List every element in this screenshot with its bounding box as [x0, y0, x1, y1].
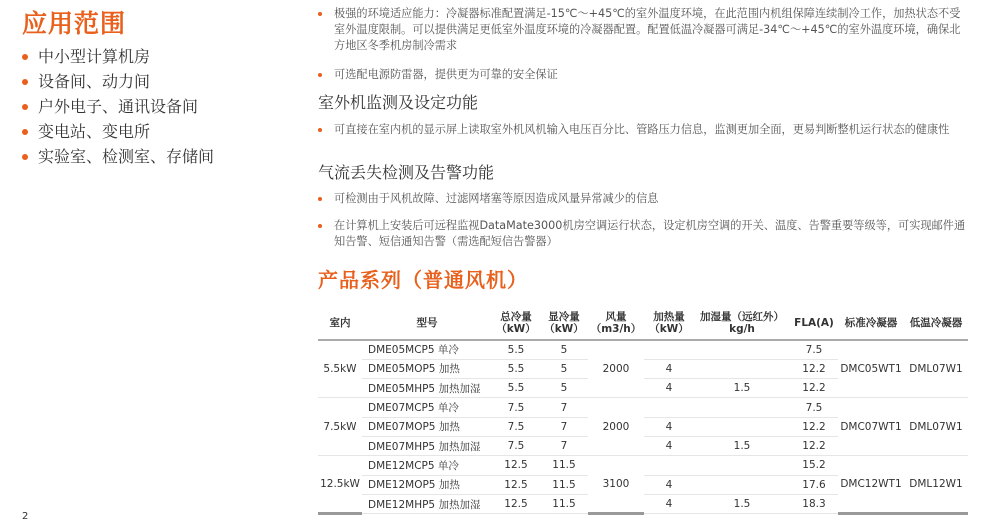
bullet-dot-icon — [318, 197, 322, 201]
feature-bullet-surge: 可选配电源防雷器，提供更为可靠的安全保证 — [318, 67, 970, 83]
application-list — [22, 44, 214, 169]
cell-total: 5.5 — [492, 340, 540, 359]
cell-model: DME12MOP5 加热 — [362, 475, 492, 494]
cell-indoor: 12.5kW — [318, 456, 362, 514]
cell-humid — [694, 398, 790, 417]
cell-heating — [644, 340, 694, 359]
cell-heating: 4 — [644, 475, 694, 494]
cell-humid: 1.5 — [694, 436, 790, 455]
cell-model: DME05MOP5 加热 — [362, 359, 492, 378]
cell-total: 12.5 — [492, 494, 540, 513]
cell-heating: 4 — [644, 494, 694, 513]
cell-heating — [644, 398, 694, 417]
application-scope-title: 应用范围 — [22, 9, 127, 38]
bullet-dot-icon — [22, 154, 28, 160]
list-item: 实验室、检测室、存储间 — [22, 144, 214, 169]
cell-total: 5.5 — [492, 379, 540, 398]
table-row — [318, 398, 968, 417]
cell-heating: 4 — [644, 436, 694, 455]
feature-bullet-remote: 在计算机上安装后可远程监视DataMate3000机房空调运行状态，设定机房空调的开关、温度、告警重要等级等，可实现邮件通知告警、短信通知告警（需选配短信告警器） — [318, 218, 970, 250]
bullet-dot-icon — [22, 79, 28, 85]
col-header-total-cooling: 总冷量 （kW） — [492, 306, 540, 340]
bullet-dot-icon — [318, 73, 322, 77]
bullet-dot-icon — [22, 104, 28, 110]
cell-model: DME07MOP5 加热 — [362, 417, 492, 436]
col-header-std-condenser: 标准冷凝器 — [838, 306, 904, 340]
cell-model: DME05MHP5 加热加湿 — [362, 379, 492, 398]
cell-model: DME07MCP5 单冷 — [362, 398, 492, 417]
product-series-title: 产品系列（普通风机） — [318, 268, 528, 292]
cell-sensible: 11.5 — [540, 475, 588, 494]
col-header-sensible-cooling: 显冷量 （kW） — [540, 306, 588, 340]
feature-bullet-environment: 极强的环境适应能力：冷凝器标准配置满足-15℃～+45℃的室外温度环境，在此范围内机组保障连续制冷工作，加热状态不受室外温度限制。可以提供满足更低室外温度环境的冷凝器配置。配置低温冷凝器可满足-34℃～+45℃的室外温度环境，确保北方地区冬季机房制冷需求 — [318, 6, 970, 54]
list-item: 变电站、变电所 — [22, 119, 214, 144]
subhead-outdoor-monitor: 室外机监测及设定功能 — [318, 93, 479, 112]
cell-fla: 12.2 — [790, 417, 838, 436]
cell-airflow: 3100 — [588, 456, 644, 514]
cell-total: 5.5 — [492, 359, 540, 378]
feature-bullet-monitor: 可直接在室内机的显示屏上读取室外机风机输入电压百分比、管路压力信息，监测更加全面，更易判断整机运行状态的健康性 — [318, 122, 970, 138]
cell-fla: 17.6 — [790, 475, 838, 494]
cell-std-condenser: DMC12WT1 — [838, 456, 904, 514]
cell-fla: 18.3 — [790, 494, 838, 513]
list-item: 户外电子、通讯设备间 — [22, 94, 214, 119]
cell-std-condenser: DMC05WT1 — [838, 340, 904, 398]
cell-airflow: 2000 — [588, 340, 644, 398]
cell-model: DME05MCP5 单冷 — [362, 340, 492, 359]
page-number: 2 — [22, 511, 29, 522]
cell-indoor: 5.5kW — [318, 340, 362, 398]
col-header-indoor: 室内 — [318, 306, 362, 340]
cell-heating: 4 — [644, 359, 694, 378]
cell-fla: 12.2 — [790, 359, 838, 378]
cell-fla: 7.5 — [790, 398, 838, 417]
cell-sensible: 5 — [540, 379, 588, 398]
cell-sensible: 7 — [540, 417, 588, 436]
cell-total: 12.5 — [492, 456, 540, 475]
cell-total: 7.5 — [492, 398, 540, 417]
list-item: 中小型计算机房 — [22, 44, 214, 69]
cell-total: 7.5 — [492, 436, 540, 455]
cell-fla: 7.5 — [790, 340, 838, 359]
cell-airflow: 2000 — [588, 398, 644, 456]
cell-humid — [694, 359, 790, 378]
product-table — [318, 306, 968, 515]
cell-low-condenser: DML07W1 — [904, 398, 968, 456]
col-header-model: 型号 — [362, 306, 492, 340]
cell-sensible: 5 — [540, 340, 588, 359]
table-row — [318, 340, 968, 359]
cell-sensible: 11.5 — [540, 494, 588, 513]
list-item: 设备间、动力间 — [22, 69, 214, 94]
subhead-airflow-loss: 气流丢失检测及告警功能 — [318, 163, 495, 182]
col-header-fla: FLA(A) — [790, 306, 838, 340]
cell-total: 7.5 — [492, 417, 540, 436]
cell-sensible: 11.5 — [540, 456, 588, 475]
cell-heating — [644, 456, 694, 475]
cell-fla: 12.2 — [790, 379, 838, 398]
cell-humid: 1.5 — [694, 494, 790, 513]
col-header-heating: 加热量 （kW） — [644, 306, 694, 340]
cell-indoor: 7.5kW — [318, 398, 362, 456]
cell-humid — [694, 475, 790, 494]
cell-sensible: 5 — [540, 359, 588, 378]
cell-humid — [694, 340, 790, 359]
cell-model: DME12MHP5 加热加湿 — [362, 494, 492, 513]
bullet-dot-icon — [22, 54, 28, 60]
col-header-humidification: 加湿量（远红外） kg/h — [694, 306, 790, 340]
cell-std-condenser: DMC07WT1 — [838, 398, 904, 456]
bullet-dot-icon — [318, 128, 322, 132]
table-row — [318, 456, 968, 475]
cell-model: DME12MCP5 单冷 — [362, 456, 492, 475]
cell-humid: 1.5 — [694, 379, 790, 398]
cell-fla: 15.2 — [790, 456, 838, 475]
col-header-airflow: 风量 （m3/h） — [588, 306, 644, 340]
table-header-row — [318, 306, 968, 340]
bullet-dot-icon — [22, 129, 28, 135]
feature-bullet-airflow: 可检测由于风机故障、过滤网堵塞等原因造成风量异常减少的信息 — [318, 191, 970, 207]
cell-sensible: 7 — [540, 398, 588, 417]
col-header-low-condenser: 低温冷凝器 — [904, 306, 968, 340]
cell-humid — [694, 417, 790, 436]
cell-sensible: 7 — [540, 436, 588, 455]
bullet-dot-icon — [318, 224, 322, 228]
cell-total: 12.5 — [492, 475, 540, 494]
cell-heating: 4 — [644, 417, 694, 436]
cell-low-condenser: DML12W1 — [904, 456, 968, 514]
cell-model: DME07MHP5 加热加湿 — [362, 436, 492, 455]
bullet-dot-icon — [318, 12, 322, 16]
cell-low-condenser: DML07W1 — [904, 340, 968, 398]
cell-heating: 4 — [644, 379, 694, 398]
cell-fla: 12.2 — [790, 436, 838, 455]
cell-humid — [694, 456, 790, 475]
